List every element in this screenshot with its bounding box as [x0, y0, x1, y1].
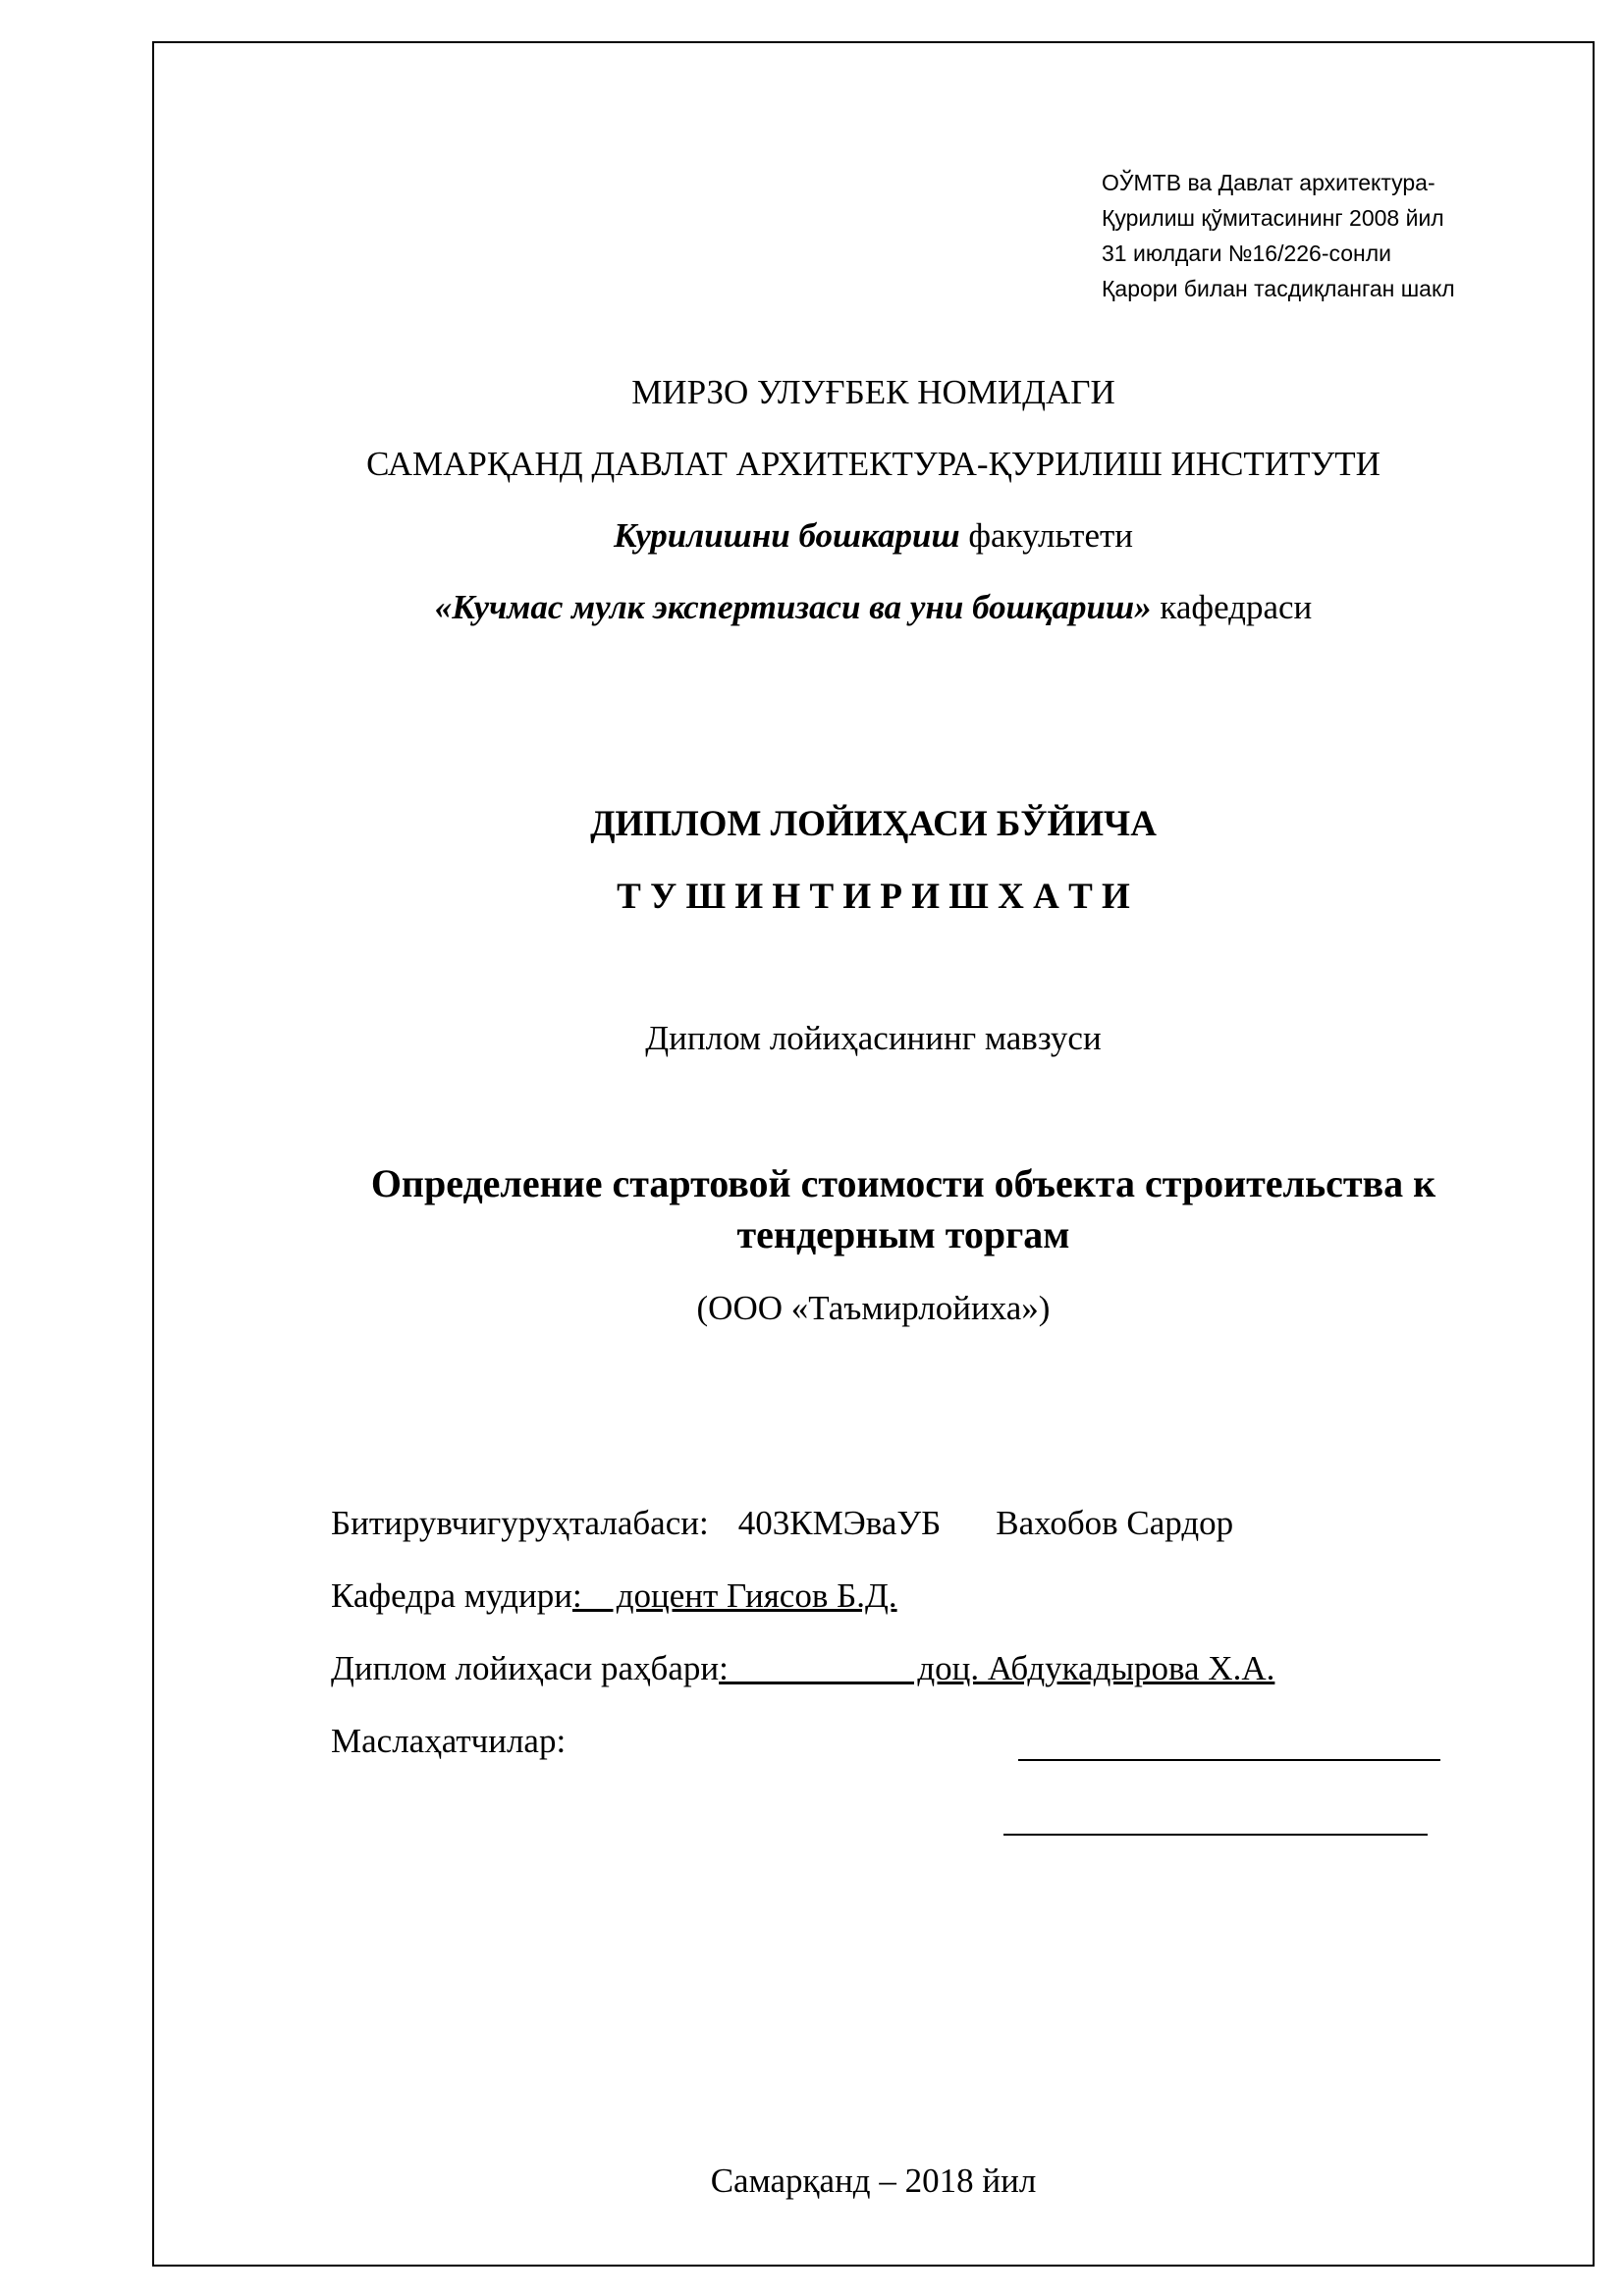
consultants-label: Маслаҳатчилар:	[331, 1722, 567, 1760]
stamp-line-3: 31 июлдаги №16/226-сонли	[1102, 240, 1392, 266]
supervisor-row	[331, 1649, 1274, 1688]
document-title-line-1: ДИПЛОМ ЛОЙИҲАСИ БЎЙИЧА	[590, 804, 1157, 844]
document-title-line-2: Т У Ш И Н Т И Р И Ш Х А Т И	[617, 877, 1130, 917]
consultant-signature-line-1	[1018, 1759, 1440, 1761]
stamp-line-4: Қарори билан тасдиқланган шакл	[1102, 276, 1455, 301]
supervisor-label: Диплом лойиҳаси раҳбари	[331, 1649, 720, 1687]
faculty-line	[152, 516, 1595, 556]
department-suffix: кафедраси	[1151, 588, 1313, 626]
consultants-row	[331, 1722, 566, 1761]
topic-label: Диплом лойиҳасининг мавзуси	[645, 1019, 1102, 1057]
stamp-line-2: Қурилиш қўмитасининг 2008 йил	[1102, 205, 1444, 231]
consultant-signature-line-2	[1003, 1834, 1428, 1836]
institute-line-2: САМАРҚАНД ДАВЛАТ АРХИТЕКТУРА-ҚУРИЛИШ ИНСТИТУТИ	[366, 445, 1380, 483]
topic-text: Определение стартовой стоимости объекта строительства к тендерным торгам	[370, 1161, 1436, 1256]
head-label: Кафедра мудири	[331, 1576, 572, 1615]
faculty-name: Курилишни бошкариш	[613, 516, 960, 555]
institute-line-1: МИРЗО УЛУҒБЕК НОМИДАГИ	[631, 373, 1115, 411]
student-name: Вахобов Сардор	[996, 1504, 1234, 1542]
head-value: : доцент Гиясов Б.Д.	[571, 1576, 897, 1615]
approval-stamp-text	[1102, 165, 1455, 306]
department-line	[152, 588, 1595, 627]
company-name: (ООО «Таъмирлойиха»)	[696, 1289, 1051, 1327]
student-row	[331, 1504, 1233, 1543]
head-row	[331, 1576, 897, 1616]
stamp-line-1: ОЎМТВ ва Давлат архитектура-	[1102, 170, 1435, 195]
student-label: Битирувчигуруҳталабаси:	[331, 1504, 709, 1542]
city-year: Самарқанд – 2018 йил	[710, 2162, 1037, 2200]
faculty-suffix: факультети	[959, 516, 1134, 555]
supervisor-value: : доц. Абдукадырова Х.А.	[719, 1649, 1275, 1687]
department-name: «Кучмас мулк экспертизаси ва уни бошқариш»	[434, 588, 1152, 626]
student-group: 403КМЭваУБ	[737, 1504, 942, 1542]
